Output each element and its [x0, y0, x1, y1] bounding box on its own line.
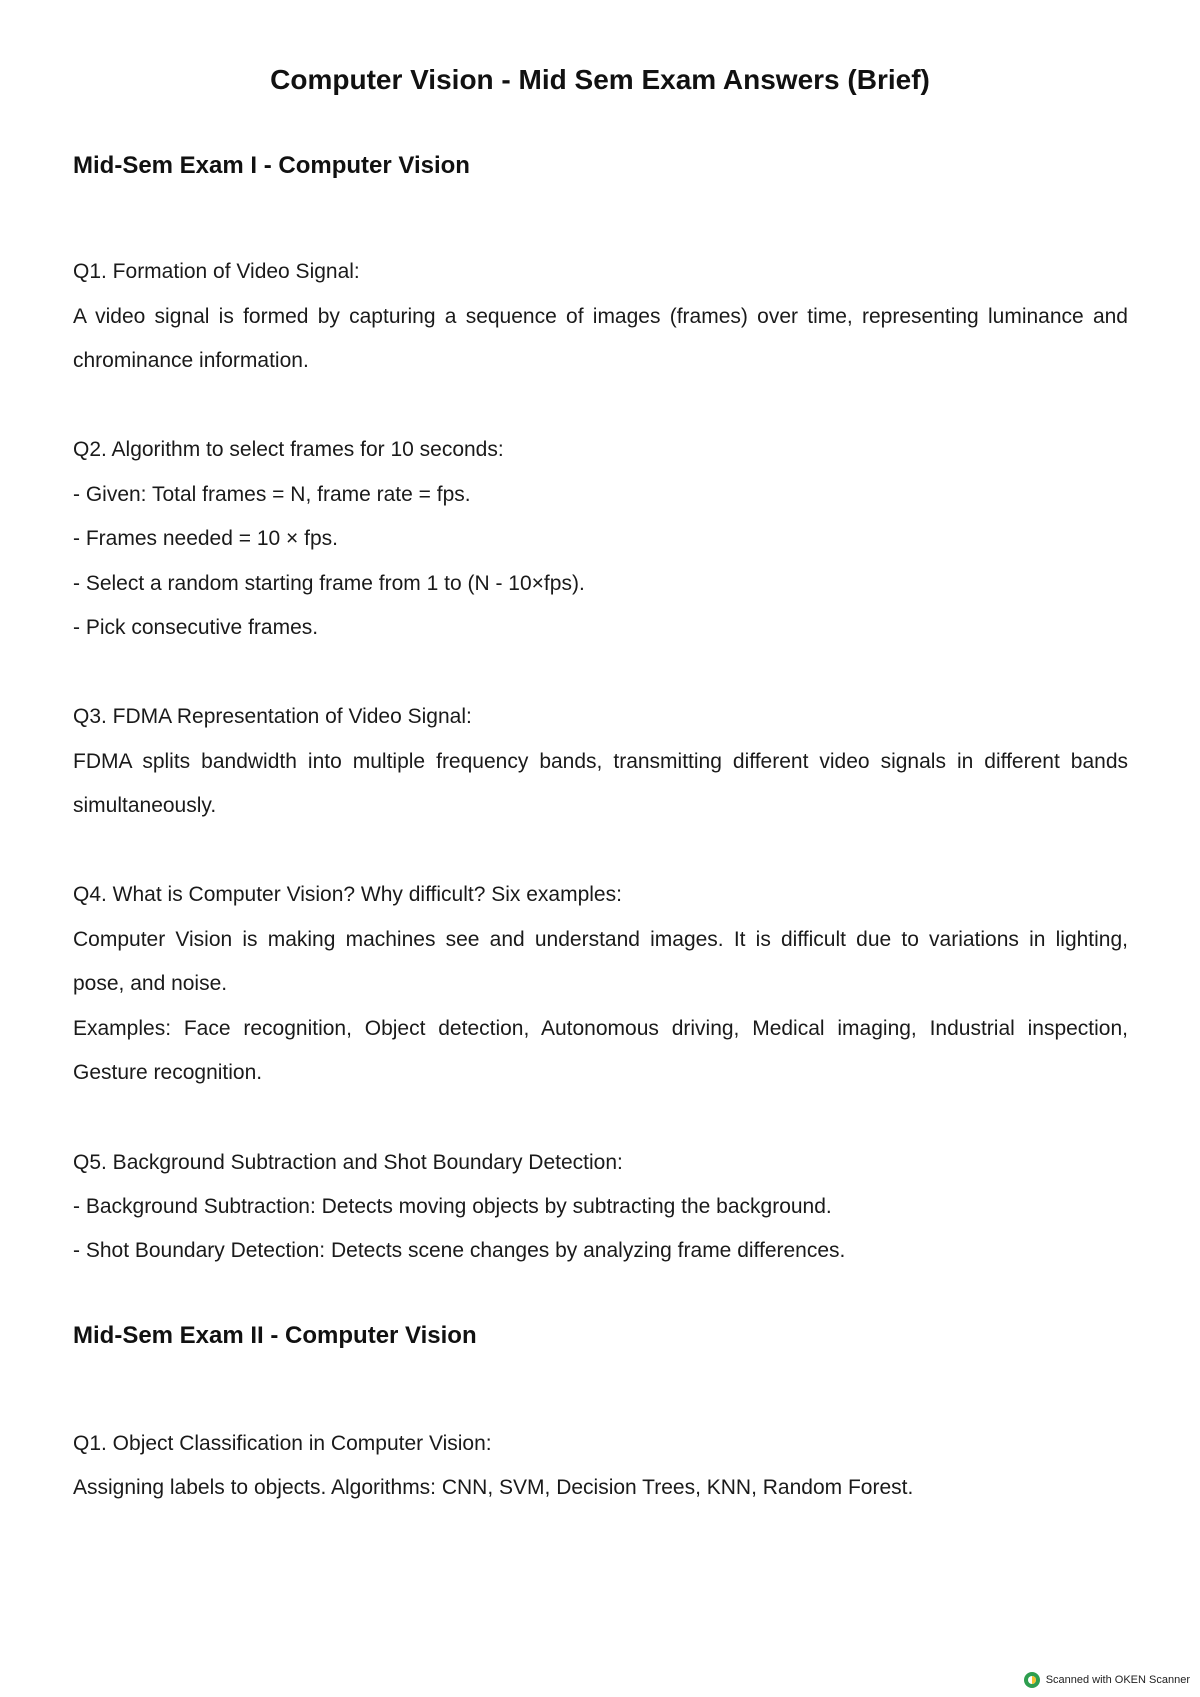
question-q4: Q4. What is Computer Vision? Why difficult? Six examples: — [73, 883, 622, 906]
answer-q4-line1: Computer Vision is making machines see and understand images. It is difficult due to variations in lighting, — [73, 928, 1128, 951]
answer-q3-line1: FDMA splits bandwidth into multiple frequency bands, transmitting different video signals in different bands — [73, 750, 1128, 773]
scanner-watermark — [1024, 1672, 1190, 1688]
examples-q4-line1: Examples: Face recognition, Object detection, Autonomous driving, Medical imaging, Industrial inspection, — [73, 1017, 1128, 1040]
section-heading-midsem-2: Mid-Sem Exam II - Computer Vision — [73, 1322, 477, 1349]
q5-point: - Shot Boundary Detection: Detects scene changes by analyzing frame differences. — [73, 1239, 846, 1262]
question-q1: Q1. Formation of Video Signal: — [73, 260, 360, 283]
document-title: Computer Vision - Mid Sem Exam Answers (Brief) — [270, 64, 930, 95]
q5-point: - Background Subtraction: Detects moving objects by subtracting the background. — [73, 1195, 832, 1218]
answer-s2-q1: Assigning labels to objects. Algorithms: CNN, SVM, Decision Trees, KNN, Random Forest. — [73, 1476, 914, 1499]
oken-scanner-logo-icon — [1024, 1672, 1040, 1688]
q2-step: - Select a random starting frame from 1 to (N - 10×fps). — [73, 572, 585, 595]
examples-q4-line2: Gesture recognition. — [73, 1061, 263, 1084]
section-heading-midsem-1: Mid-Sem Exam I - Computer Vision — [73, 152, 470, 179]
question-q3: Q3. FDMA Representation of Video Signal: — [73, 705, 472, 728]
answer-q1-line2: chrominance information. — [73, 349, 309, 372]
answer-q3-line2: simultaneously. — [73, 794, 217, 817]
answer-q4-line2: pose, and noise. — [73, 972, 228, 995]
scanner-watermark-text: Scanned with OKEN Scanner — [1045, 1674, 1190, 1686]
q2-step: - Frames needed = 10 × fps. — [73, 527, 338, 550]
question-q5: Q5. Background Subtraction and Shot Boundary Detection: — [73, 1151, 623, 1174]
question-s2-q1: Q1. Object Classification in Computer Vision: — [73, 1432, 492, 1455]
q2-step: - Pick consecutive frames. — [73, 616, 319, 639]
question-q2: Q2. Algorithm to select frames for 10 seconds: — [73, 438, 504, 461]
answer-q1-line1: A video signal is formed by capturing a sequence of images (frames) over time, representing luminance and — [73, 305, 1128, 328]
q2-step: - Given: Total frames = N, frame rate = fps. — [73, 483, 471, 506]
